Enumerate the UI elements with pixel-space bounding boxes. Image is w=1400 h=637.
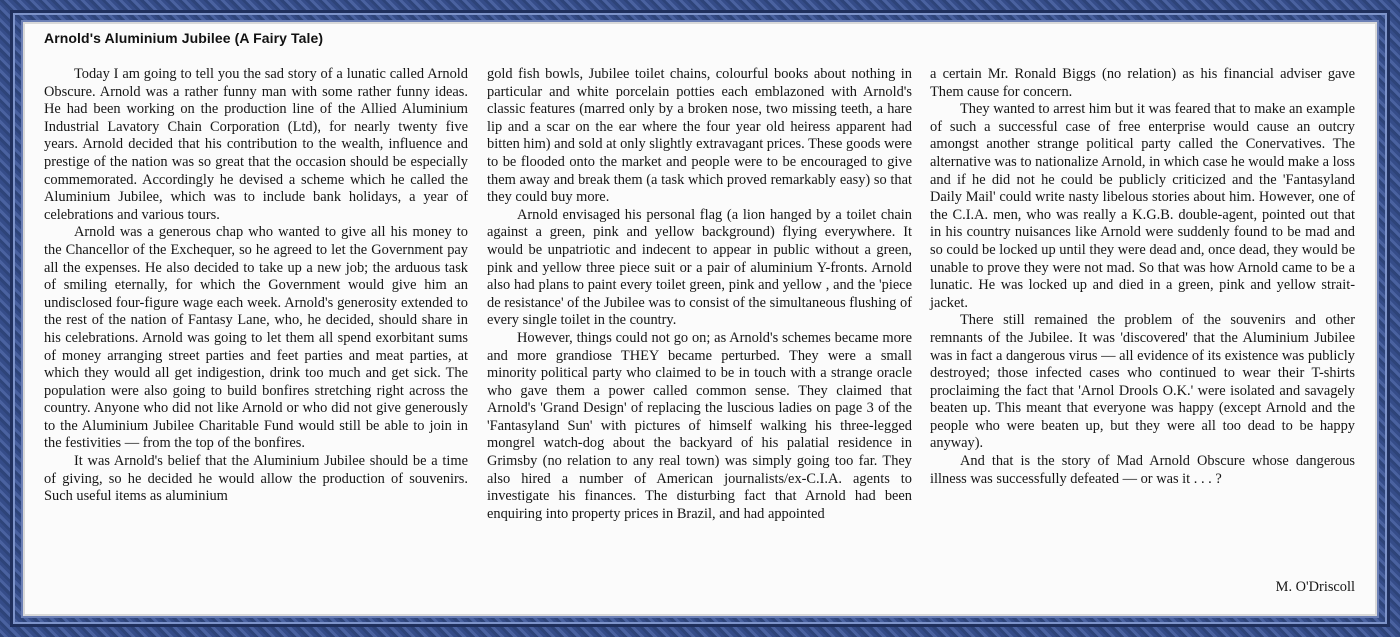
paragraph: And that is the story of Mad Arnold Obscure whose dangerous illness was successfully defeated — or was it . . . ?	[930, 453, 1355, 487]
column-2	[487, 66, 912, 523]
paragraph: gold fish bowls, Jubilee toilet chains, colourful books about nothing in particular and white porcelain potties each emblazoned with Arnold's classic features (marred only by a broken nose, two missing teeth, a hare lip and a scar on the ear where the four year old heiress apparent had bitten him) and sold at only slightly extravagant prices. These goods were to be flooded onto the market and people were to be encouraged to give them away and break them (a task which proved remarkably easy) so that they could buy more.	[487, 66, 912, 206]
paragraph: a certain Mr. Ronald Biggs (no relation) as his financial adviser gave Them cause for concern.	[930, 66, 1355, 100]
paragraph: Arnold was a generous chap who wanted to give all his money to the Chancellor of the Exchequer, so he agreed to let the Government pay all the expenses. He also decided to take up a new job; the arduous task of smiling eternally, for which the Government would give him an undisclosed four-figure wage each week. Arnold's generosity extended to the rest of the nation of Fantasy Lane, who, he decided, should share in his celebrations. Arnold was going to let them all spend exorbitant sums of money arranging street parties and feet parties and meat parties, at which they would all get indigestion, drink too much and get sick. The population were also going to build bonfires stretching right across the country. Anyone who did not like Arnold or who did not give generously to the Aluminium Jubilee Charitable Fund would still be able to join in the festivities — from the top of the bonfires.	[44, 224, 468, 452]
article-page	[25, 24, 1375, 614]
column-1	[44, 66, 468, 506]
paragraph: There still remained the problem of the souvenirs and other remnants of the Jubilee. It was 'discovered' that the Aluminium Jubilee was in fact a dangerous virus — all evidence of its existence was publicly destroyed; those infected cases who continued to wear their T-shirts proclaiming the fact that 'Arnol Drools O.K.' were isolated and savagely beaten up. This meant that everyone was happy (except Arnold and the people who were beaten up, but they were all too dead to be happy anyway).	[930, 312, 1355, 452]
column-3	[930, 66, 1355, 488]
paragraph: They wanted to arrest him but it was feared that to make an example of such a successful case of free enterprise would cause an outcry amongst another strange political party called the Conervatives. The alternative was to nationalize Arnold, in which case he would make a loss and if he did not he could be publicly criticized and the 'Fantasyland Daily Mail' could write nasty libelous stories about him. However, one of the C.I.A. men, who was really a K.G.B. double-agent, pointed out that in his country nuisances like Arnold were suddenly found to be mad and so could be locked up until they were dead and, once dead, they would be unable to prove they were not mad. So that was how Arnold came to be a lunatic. He was locked up and died in a green, pink and yellow strait-jacket.	[930, 101, 1355, 311]
paragraph: However, things could not go on; as Arnold's schemes became more and more grandiose THEY became perturbed. They were a small minority political party who claimed to be in touch with a strange oracle who gave them a power called common sense. They claimed that Arnold's 'Grand Design' of replacing the luscious ladies on page 3 of the 'Fantasyland Sun' with pictures of himself walking his three-legged mongrel watch-dog about the backyard of his palatial residence in Grimsby (no relation to any real town) was simply going too far. They also hired a number of American journalists/ex-C.I.A. agents to investigate his finances. The disturbing fact that Arnold had been enquiring into property prices in Brazil, and had appointed	[487, 329, 912, 522]
paragraph: It was Arnold's belief that the Aluminium Jubilee should be a time of giving, so he decided he would allow the production of souvenirs. Such useful items as aluminium	[44, 453, 468, 505]
paragraph: Today I am going to tell you the sad story of a lunatic called Arnold Obscure. Arnold was a rather funny man with some rather funny ideas. He had been working on the production line of the Allied Aluminium Industrial Lavatory Chain Corporation (Ltd), for nearly twenty five years. Arnold decided that his contribution to the wealth, influence and prestige of the nation was so great that the occasion should be especially commemorated. Accordingly he devised a scheme which he called the Aluminium Jubilee, which was to include bank holidays, a year of celebrations and various tours.	[44, 66, 468, 223]
author-signature: M. O'Driscoll	[1275, 579, 1355, 595]
article-title: Arnold's Aluminium Jubilee (A Fairy Tale)	[44, 30, 324, 46]
paragraph: Arnold envisaged his personal flag (a lion hanged by a toilet chain against a green, pink and yellow background) flying everywhere. It would be unpatriotic and indecent to appear in public without a green, pink and yellow three piece suit or a pair of aluminium Y-fronts. Arnold also had plans to paint every toilet green, pink and yellow , and the 'piece de resistance' of the Jubilee was to consist of the simultaneous flushing of every single toilet in the country.	[487, 206, 912, 329]
